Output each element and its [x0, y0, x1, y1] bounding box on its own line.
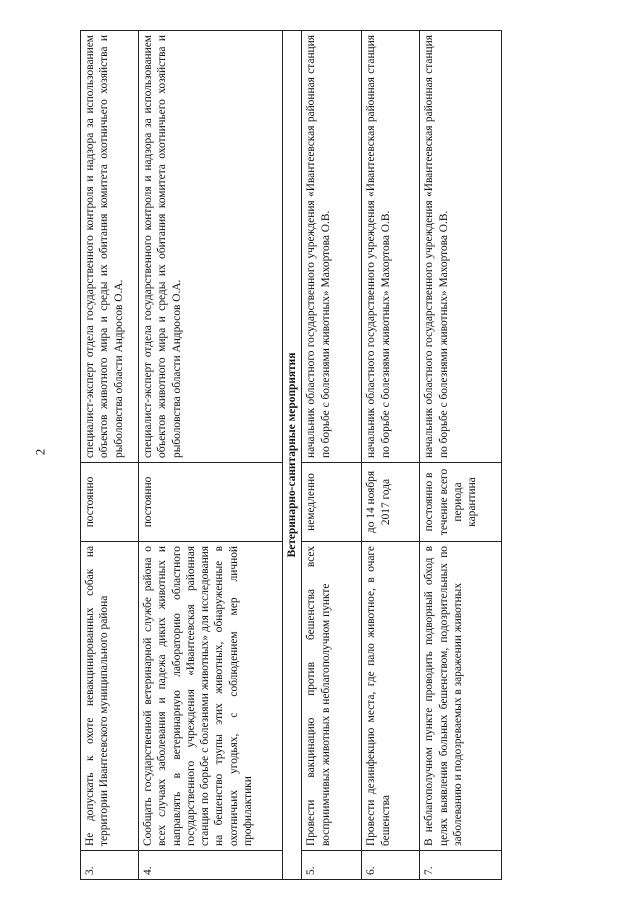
row-number: 6.: [362, 851, 420, 880]
responsible-cell: начальник областного государственного учреждения «Ивантеевская районная станция по борьбе с болезнями животных» Махортова О.В.: [362, 31, 420, 463]
row-number: 3.: [81, 851, 139, 880]
action-cell: Провести дезинфекцию места, где пало животное, в очаге бешенства: [362, 542, 420, 851]
action-cell: Не допускать к охоте невакцинированных собак на территории Ивантеевского муниципального района: [81, 542, 139, 851]
row-number: 5.: [302, 851, 362, 880]
table-row: [81, 31, 139, 880]
table-row: [420, 31, 502, 880]
term-cell: немедленно: [302, 463, 362, 542]
section-row: [283, 31, 302, 880]
responsible-cell: специалист-эксперт отдела государственного контроля и надзора за использованием объектов животного мира и среды их обитания комитета охотничьего хозяйства и рыболовства области Андросов О.А.: [139, 31, 283, 463]
action-cell: Провести вакцинацию против бешенства всех восприимчивых животных в неблагополучном пункте: [302, 542, 362, 851]
term-cell: до 14 ноября 2017 года: [362, 463, 420, 542]
table-row: [139, 31, 283, 880]
term-cell: постоянно в течение всего периода карантина: [420, 463, 502, 542]
measures-table-wrapper: [80, 30, 500, 880]
action-cell: Сообщать государственной ветеринарной службе района о всех случаях заболевания и падежа диких животных и направлять в ветеринарную лабораторию областного государственного учреждения «Ивантеевская районная станция по борьбе с болезнями животных» для исследования на бешенство трупы этих животных, обнаруженные в охотничьих угодьях, с соблюдением мер личной профилактики: [139, 542, 283, 851]
section-title: Ветеринарно-санитарные мероприятия: [283, 31, 302, 880]
action-cell: В неблагополучном пункте проводить подворный обход в целях выявления больных бешенством, подозрительных по заболеванию и подозреваемых в заражении животных: [420, 542, 502, 851]
row-number: 4.: [139, 851, 283, 880]
row-number: 7.: [420, 851, 502, 880]
table-row: [362, 31, 420, 880]
responsible-cell: начальник областного государственного учреждения «Ивантеевская районная станция по борьбе с болезнями животных» Махортова О.В.: [302, 31, 362, 463]
responsible-cell: специалист-эксперт отдела государственного контроля и надзора за использованием объектов животного мира и среды их обитания комитета охотничьего хозяйства и рыболовства области Андросов О.А.: [81, 31, 139, 463]
responsible-cell: начальник областного государственного учреждения «Ивантеевская районная станция по борьбе с болезнями животных» Махортова О.В.: [420, 31, 502, 463]
term-cell: постоянно: [81, 463, 139, 542]
table-row: [302, 31, 362, 880]
rotated-sheet: [80, 30, 500, 880]
measures-table: [80, 30, 502, 880]
term-cell: постоянно: [139, 463, 283, 542]
page-number: 2: [32, 448, 48, 456]
